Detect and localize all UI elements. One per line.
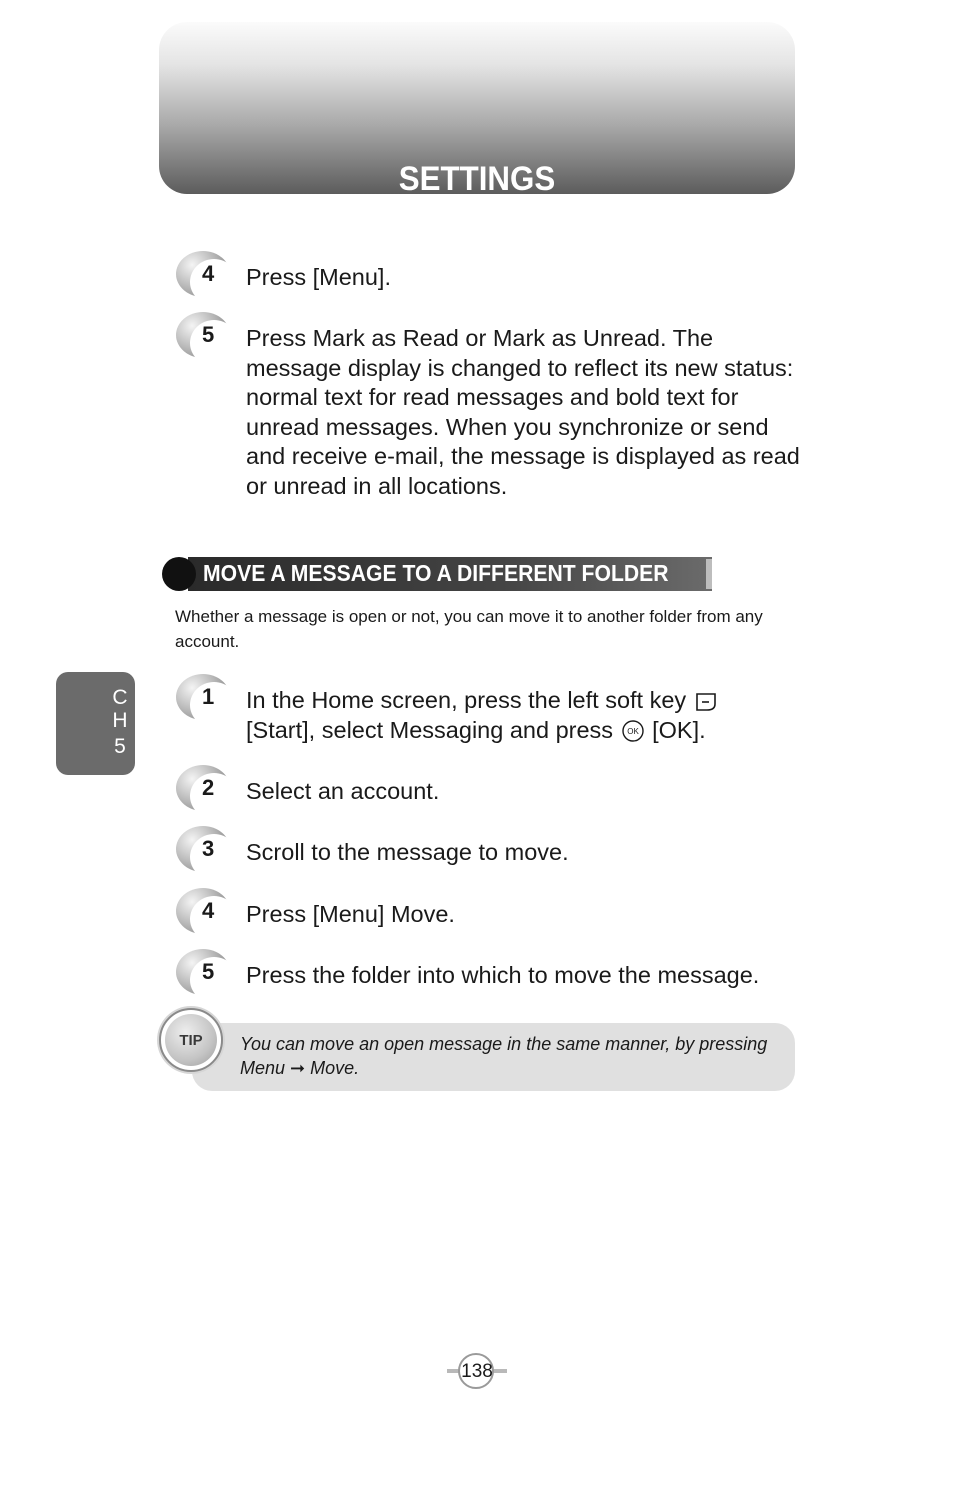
svg-text:OK: OK bbox=[626, 727, 639, 737]
tip-icon: TIP bbox=[159, 1008, 223, 1072]
tip-text: You can move an open message in the same manner, by pressing Menu ➞ Move. bbox=[240, 1034, 768, 1078]
step-text: Press Mark as Read or Mark as Unread. The message display is changed to reflect its new status: normal text for read messages and bold text for unread messages. When you synchronize or send and receive e-mail, the message is displayed as read or unread in all locations. bbox=[246, 325, 800, 499]
chapter-tab-letter: H bbox=[112, 709, 128, 732]
bullet-icon bbox=[162, 557, 196, 591]
step-badge: 1 bbox=[176, 674, 230, 722]
chapter-tab bbox=[56, 672, 135, 775]
step-text: Press [Menu]. bbox=[246, 264, 391, 290]
step-text: Scroll to the message to move. bbox=[246, 839, 569, 865]
page-title: SETTINGS bbox=[398, 160, 556, 198]
step-text: Press [Menu] Move. bbox=[246, 901, 455, 927]
step-badge: 4 bbox=[176, 251, 230, 299]
step-badge: 2 bbox=[176, 765, 230, 813]
step-text: Press the folder into which to move the message. bbox=[246, 962, 760, 988]
step-badge: 3 bbox=[176, 826, 230, 874]
tip-box bbox=[192, 1023, 795, 1091]
chapter-tab-letter: 5 bbox=[114, 735, 126, 758]
left-soft-key-icon bbox=[693, 690, 719, 714]
step-text: Select an account. bbox=[246, 778, 440, 804]
chapter-header bbox=[159, 22, 795, 198]
section-heading: MOVE A MESSAGE TO A DIFFERENT FOLDER bbox=[162, 557, 712, 591]
ok-key-icon bbox=[620, 719, 646, 743]
step-badge: 5 bbox=[176, 312, 230, 360]
step-text: In the Home screen, press the left soft key [Start], select Messaging and press OK [OK]. bbox=[246, 686, 806, 745]
page-number: 138 bbox=[447, 1351, 507, 1391]
arrow-right-icon: ➞ bbox=[290, 1058, 306, 1078]
step-badge: 5 bbox=[176, 949, 230, 997]
section-intro: Whether a message is open or not, you can move it to another folder from any account. bbox=[175, 607, 763, 651]
chapter-tab-letter: C bbox=[112, 686, 128, 709]
step-badge: 4 bbox=[176, 888, 230, 936]
